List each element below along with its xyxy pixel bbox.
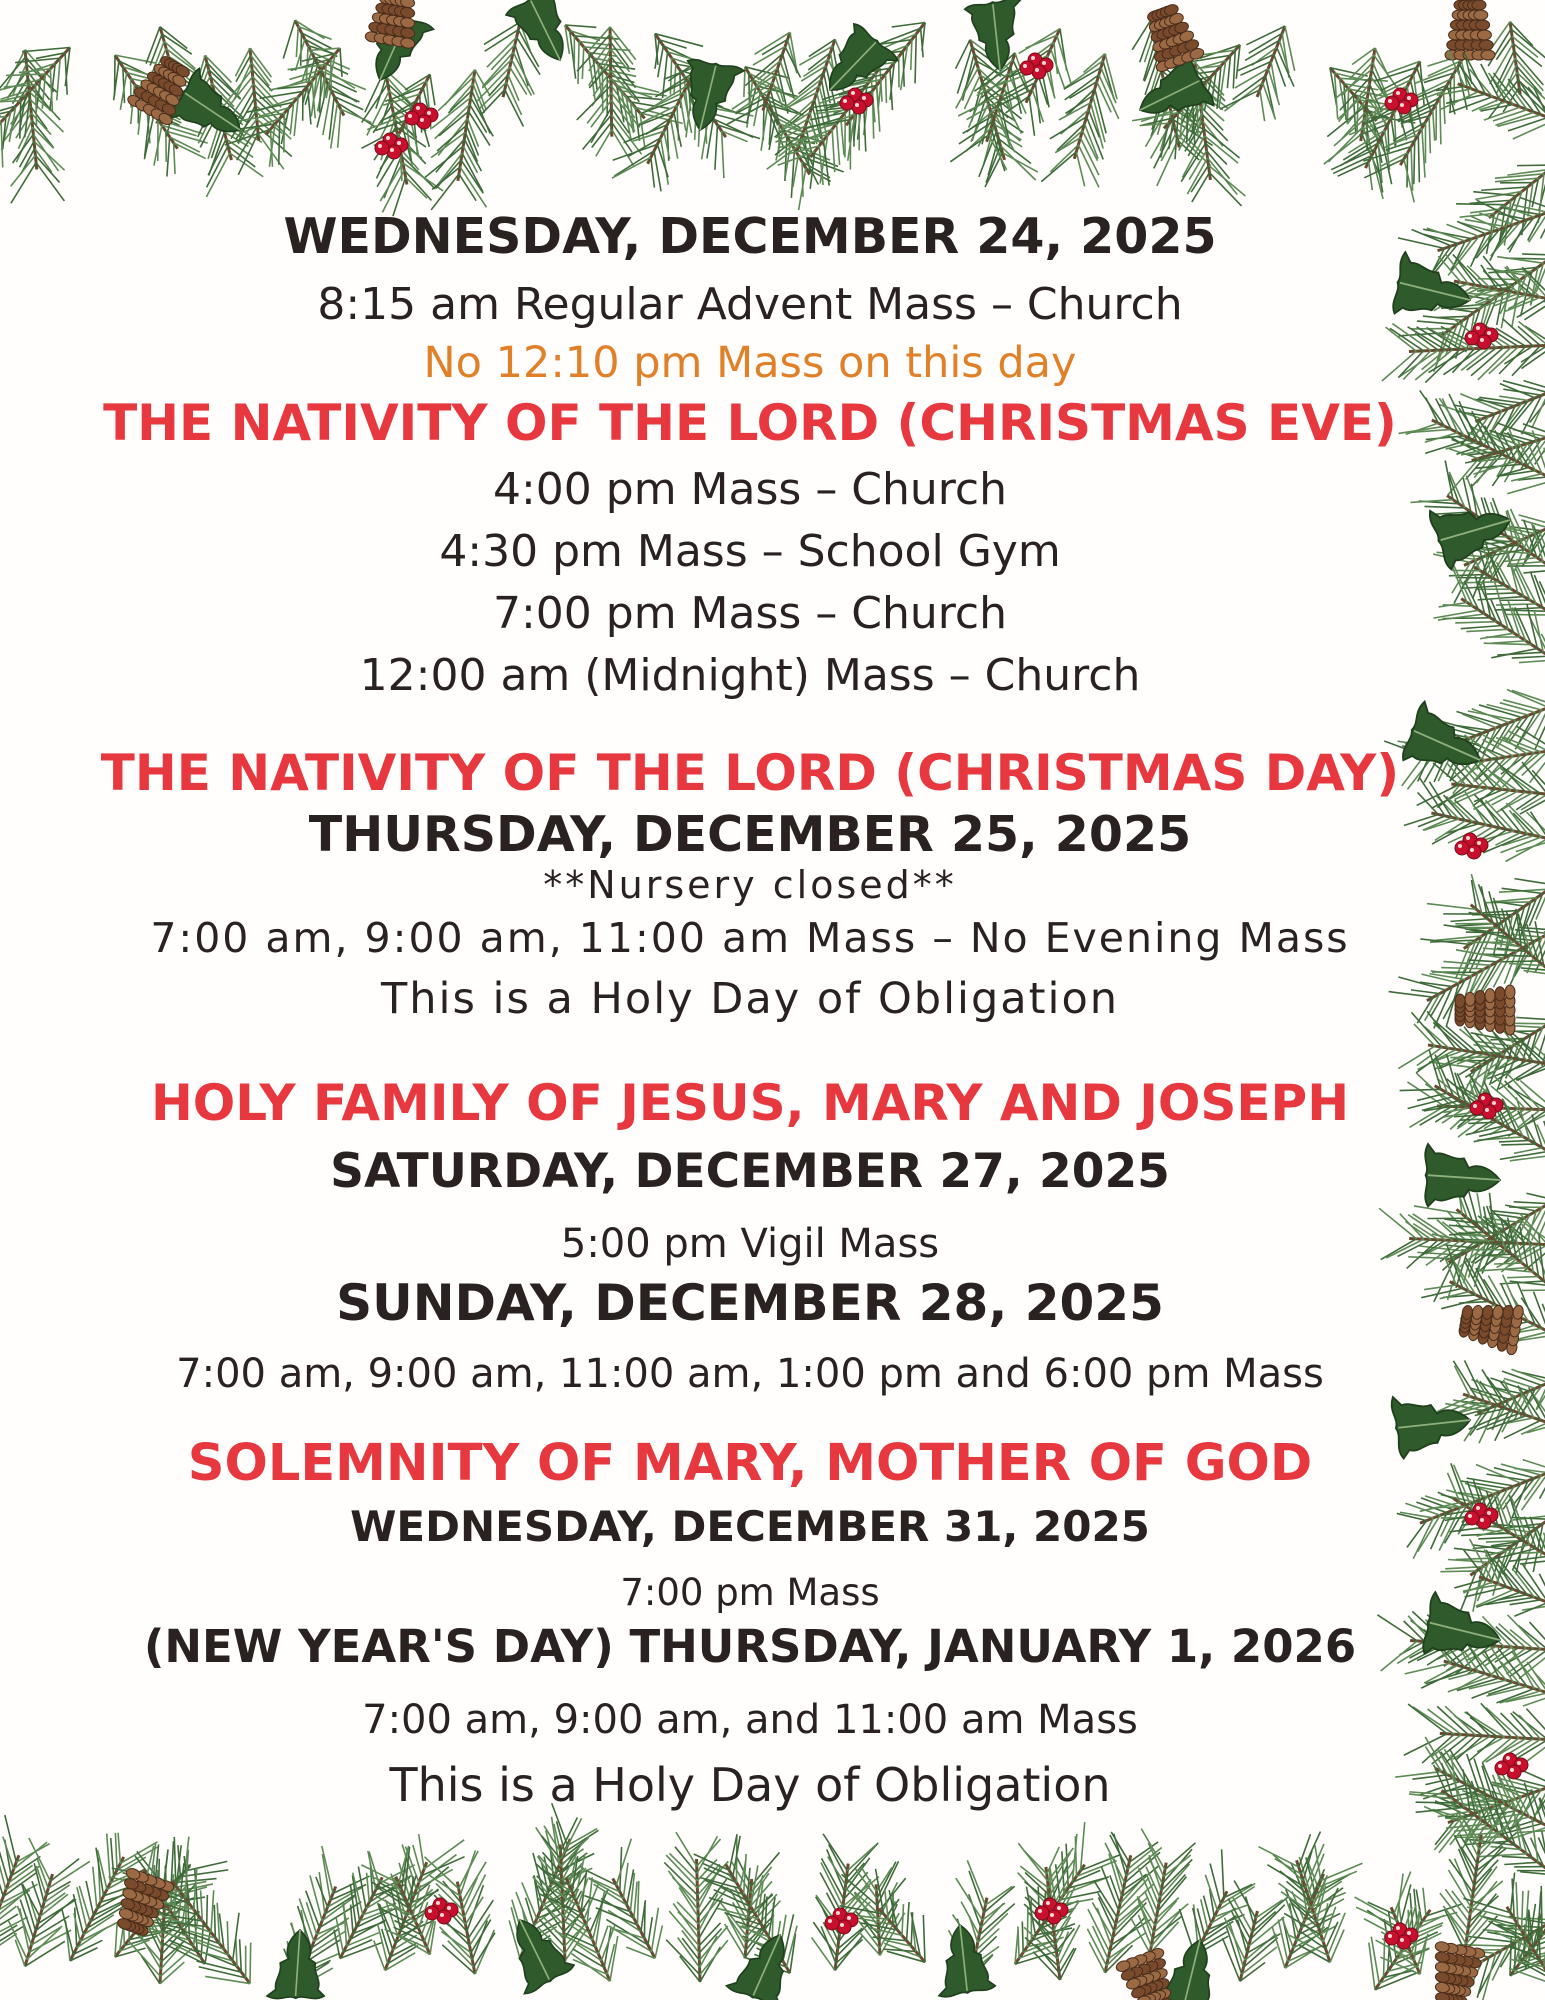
holy-family-sunday-date: SUNDAY, DECEMBER 28, 2025 <box>336 1274 1164 1332</box>
nursery-closed-note: **Nursery closed** <box>543 863 957 907</box>
solemnity-obligation: This is a Holy Day of Obligation <box>389 1758 1111 1812</box>
solemnity-wednesday-times: 7:00 pm Mass <box>620 1571 880 1614</box>
christmas-eve-time-1: 4:00 pm Mass – Church <box>492 464 1007 515</box>
solemnity-wednesday-date: WEDNESDAY, DECEMBER 31, 2025 <box>350 1502 1150 1551</box>
dec24-no-noon-mass-note: No 12:10 pm Mass on this day <box>423 338 1077 388</box>
christmas-day-times: 7:00 am, 9:00 am, 11:00 am Mass – No Evening Mass <box>150 914 1350 962</box>
christmas-day-obligation: This is a Holy Day of Obligation <box>380 974 1120 1024</box>
holy-family-title: HOLY FAMILY OF JESUS, MARY AND JOSEPH <box>150 1074 1350 1132</box>
christmas-eve-time-4: 12:00 am (Midnight) Mass – Church <box>359 650 1141 701</box>
solemnity-title: SOLEMNITY OF MARY, MOTHER OF GOD <box>187 1434 1313 1493</box>
solemnity-new-years-times: 7:00 am, 9:00 am, and 11:00 am Mass <box>362 1697 1138 1743</box>
solemnity-new-years-date: (NEW YEAR'S DAY) THURSDAY, JANUARY 1, 2026 <box>143 1620 1357 1673</box>
holy-family-sunday-times: 7:00 am, 9:00 am, 11:00 am, 1:00 pm and 6:00 pm Mass <box>176 1351 1324 1397</box>
christmas-eve-time-2: 4:30 pm Mass – School Gym <box>439 526 1061 577</box>
dec24-advent-mass: 8:15 am Regular Advent Mass – Church <box>317 279 1183 330</box>
holy-family-saturday-times: 5:00 pm Vigil Mass <box>560 1221 940 1267</box>
christmas-eve-title: THE NATIVITY OF THE LORD (CHRISTMAS EVE) <box>103 394 1397 452</box>
christmas-eve-time-3: 7:00 pm Mass – Church <box>492 588 1007 639</box>
christmas-day-title: THE NATIVITY OF THE LORD (CHRISTMAS DAY) <box>100 744 1400 802</box>
christmas-day-date-heading: THURSDAY, DECEMBER 25, 2025 <box>308 806 1192 863</box>
dec24-date-heading: WEDNESDAY, DECEMBER 24, 2025 <box>283 208 1217 265</box>
holy-family-saturday-date: SATURDAY, DECEMBER 27, 2025 <box>330 1144 1170 1199</box>
